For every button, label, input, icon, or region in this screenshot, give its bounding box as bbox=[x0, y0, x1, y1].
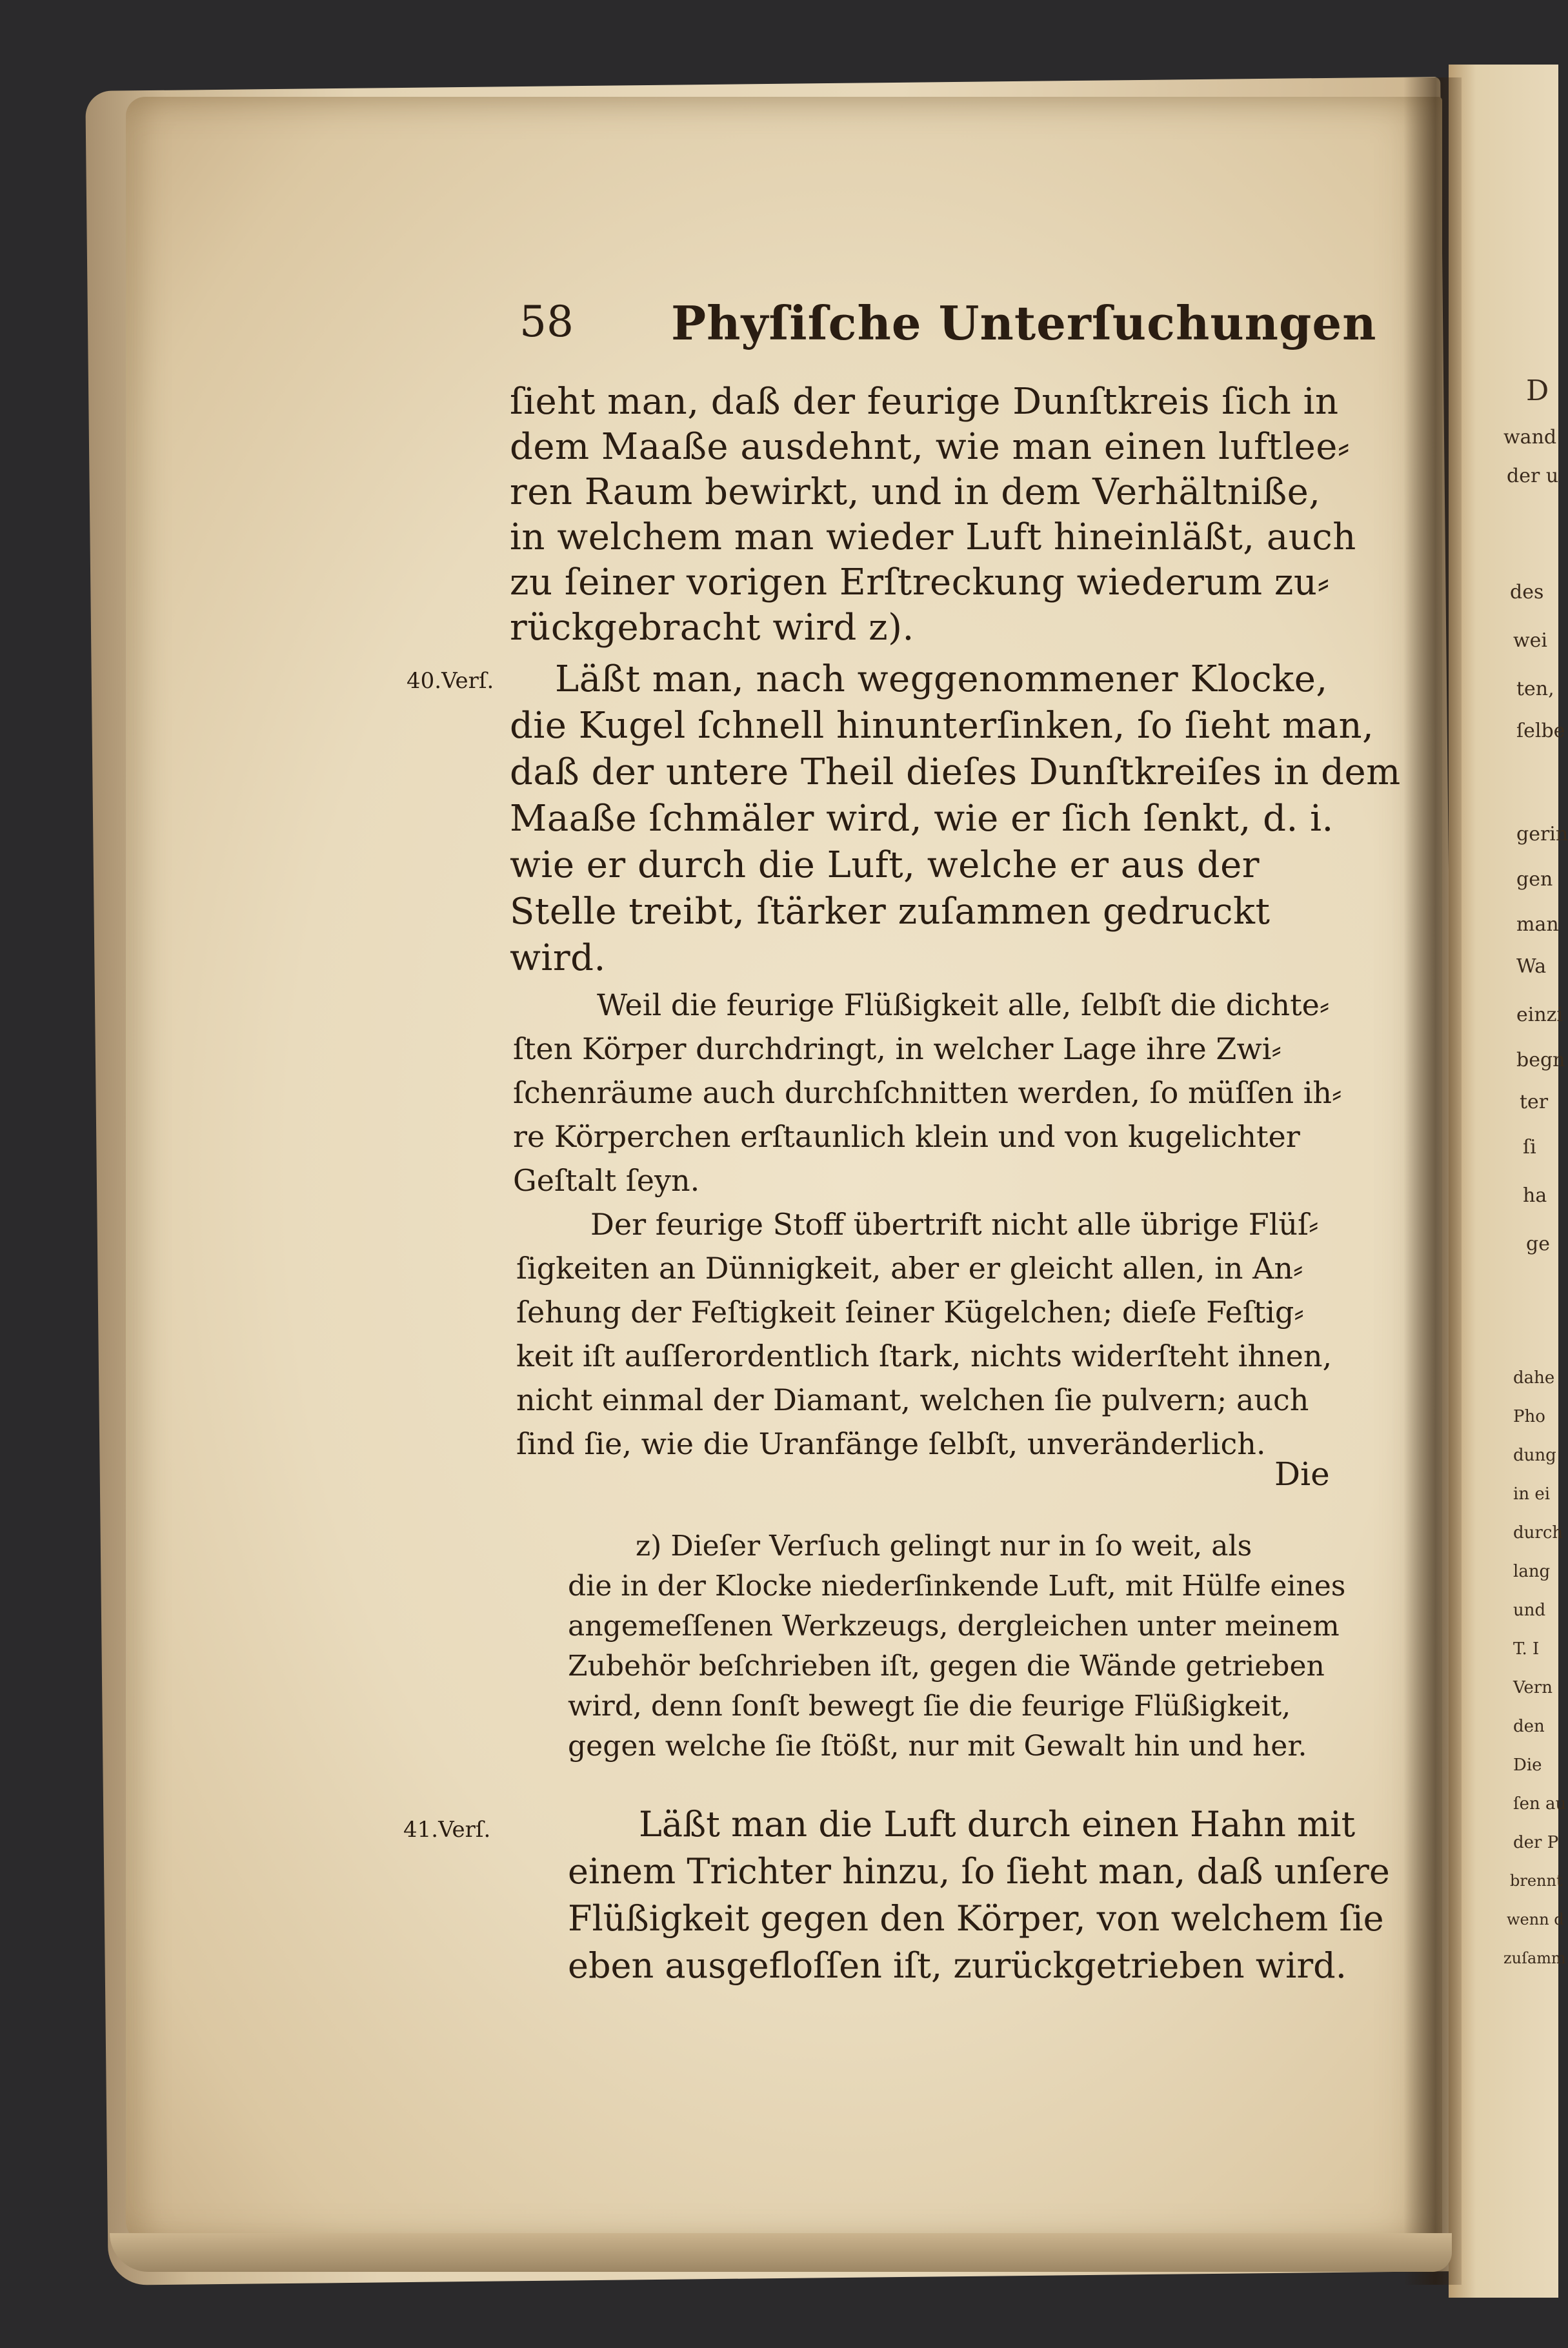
text-line: ren Raum bewirkt, und in dem Verhältniße, bbox=[510, 471, 1321, 513]
text-line: einem Trichter hinzu, ſo ſieht man, daß unſere bbox=[568, 1851, 1390, 1892]
text-line: ſten Körper durchdringt, in welcher Lage ihre Zwi⸗ bbox=[513, 1031, 1282, 1066]
footnote-line: wird, denn ſonſt bewegt ſie die feurige Flüßigkeit, bbox=[568, 1690, 1291, 1723]
right-page-fragment: in ei bbox=[1513, 1484, 1551, 1504]
right-page-fragment: Pho bbox=[1513, 1407, 1545, 1426]
margin-label-41: 41.Verſ. bbox=[403, 1817, 491, 1843]
text-line: zu ſeiner vorigen Erſtreckung wiederum zu⸗ bbox=[510, 562, 1330, 603]
text-line: keit iſt auſſerordentlich ſtark, nichts widerſteht ihnen, bbox=[516, 1339, 1332, 1373]
text-line: ſind ſie, wie die Uranfänge ſelbſt, unveränderlich. bbox=[516, 1426, 1266, 1461]
footnote-line: Zubehör beſchrieben iſt, gegen die Wände getrieben bbox=[568, 1650, 1325, 1683]
right-page-fragment: ge bbox=[1526, 1233, 1550, 1255]
right-page-fragment: dung bbox=[1513, 1446, 1556, 1465]
text-line: Flüßigkeit gegen den Körper, von welchem ſie bbox=[568, 1898, 1384, 1939]
text-line: daß der untere Theil dieſes Dunſtkreiſes in dem bbox=[510, 751, 1401, 793]
right-page-fragment: einzi bbox=[1516, 1004, 1563, 1026]
running-title: Phyſiſche Unterſuchungen bbox=[671, 296, 1377, 350]
page-bottom-edge bbox=[110, 2233, 1452, 2272]
right-page-fragment: gerin bbox=[1516, 823, 1568, 845]
footnote-line: z) Dieſer Verſuch gelingt nur in ſo weit, als bbox=[636, 1530, 1252, 1563]
right-page-fragment: Wa bbox=[1516, 955, 1547, 978]
right-page-fragment: brennt bbox=[1510, 1872, 1563, 1890]
text-line: ſchenräume auch durchſchnitten werden, ſo müſſen ih⸗ bbox=[513, 1075, 1342, 1110]
right-page-fragment: ha bbox=[1523, 1184, 1547, 1207]
book-gutter bbox=[1403, 77, 1462, 2285]
right-page-fragment: der u bbox=[1507, 465, 1559, 487]
text-line: ſieht man, daß der feurige Dunſtkreis ſich in bbox=[510, 381, 1339, 423]
margin-label-40: 40.Verſ. bbox=[407, 668, 494, 694]
right-page-fragment: lang bbox=[1513, 1562, 1551, 1581]
text-line: eben ausgefloſſen iſt, zurückgetrieben wird. bbox=[568, 1945, 1347, 1986]
right-page-fragment: ſen au bbox=[1513, 1794, 1567, 1814]
text-line: re Körperchen erſtaunlich klein und von kugelichter bbox=[513, 1119, 1300, 1154]
right-page-fragment: Die bbox=[1513, 1756, 1542, 1775]
text-line: die Kugel ſchnell hinunterſinken, ſo ſieht man, bbox=[510, 705, 1374, 747]
text-line: Läßt man, nach weggenommener Klocke, bbox=[555, 658, 1328, 700]
catchword: Die bbox=[1274, 1455, 1330, 1493]
text-line: Stelle treibt, ſtärker zuſammen gedruckt bbox=[510, 891, 1271, 933]
text-line: in welchem man wieder Luft hineinläßt, auch bbox=[510, 516, 1356, 558]
right-page-fragment: wand bbox=[1503, 426, 1557, 449]
right-page-fragment: durch bbox=[1513, 1523, 1563, 1543]
footnote-line: gegen welche ſie ſtößt, nur mit Gewalt hin und her. bbox=[568, 1730, 1307, 1763]
right-page-fragment: ſelbe bbox=[1516, 720, 1565, 742]
right-page-fragment: und bbox=[1513, 1601, 1546, 1620]
text-line: dem Maaße ausdehnt, wie man einen luftlee⸗ bbox=[510, 426, 1351, 468]
right-page-fragment: Vern bbox=[1513, 1678, 1553, 1697]
right-page-fragment: D bbox=[1526, 374, 1549, 407]
text-line: Maaße ſchmäler wird, wie er ſich ſenkt, d. i. bbox=[510, 798, 1334, 840]
text-line: nicht einmal der Diamant, welchen ſie pulvern; auch bbox=[516, 1382, 1309, 1417]
text-line: rückgebracht wird z). bbox=[510, 607, 914, 649]
text-line: Weil die feurige Flüßigkeit alle, ſelbſt die dichte⸗ bbox=[597, 987, 1330, 1022]
right-page-fragment: ſi bbox=[1523, 1136, 1536, 1159]
right-page-fragment: wei bbox=[1513, 629, 1548, 652]
right-page-fragment: gen bbox=[1516, 868, 1553, 891]
text-line: ſehung der Feſtigkeit ſeiner Kügelchen; dieſe Feſtig⸗ bbox=[516, 1295, 1304, 1330]
page-number: 58 bbox=[519, 297, 574, 347]
right-page-fragment: dahe bbox=[1513, 1368, 1555, 1388]
right-page-fragment: der P bbox=[1513, 1833, 1559, 1852]
right-page-fragment: zuſamm bbox=[1503, 1949, 1566, 1967]
text-line: ſigkeiten an Dünnigkeit, aber er gleicht allen, in An⸗ bbox=[516, 1251, 1303, 1286]
text-line: Der feurige Stoff übertrift nicht alle übrige Flüſ⸗ bbox=[590, 1207, 1319, 1242]
right-page-fragment: wenn d bbox=[1507, 1910, 1564, 1928]
right-page-fragment: den bbox=[1513, 1717, 1545, 1736]
footnote-line: die in der Klocke niederſinkende Luft, mit Hülfe eines bbox=[568, 1570, 1346, 1603]
right-page-fragment: des bbox=[1510, 581, 1544, 603]
right-page-fragment: begn bbox=[1516, 1049, 1565, 1071]
text-line: Läßt man die Luft durch einen Hahn mit bbox=[639, 1804, 1356, 1845]
text-line: Geſtalt ſeyn. bbox=[513, 1163, 700, 1198]
right-page-fragment: T. I bbox=[1513, 1639, 1540, 1659]
text-line: wird. bbox=[510, 937, 606, 979]
right-page-fragment: man bbox=[1516, 913, 1559, 936]
footnote-line: angemeſſenen Werkzeugs, dergleichen unter meinem bbox=[568, 1610, 1340, 1643]
text-line: wie er durch die Luft, welche er aus der bbox=[510, 844, 1260, 886]
right-page-fragment: ter bbox=[1520, 1091, 1549, 1113]
right-page-fragment: ten, bbox=[1516, 678, 1554, 700]
